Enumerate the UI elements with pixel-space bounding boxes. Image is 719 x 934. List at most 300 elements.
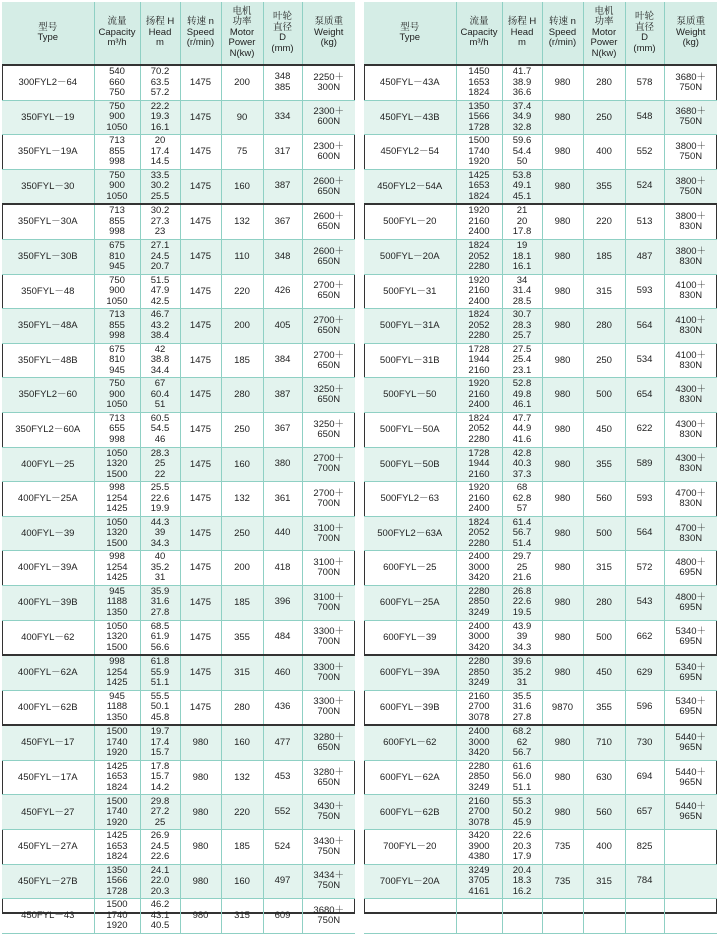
cell-model: 700FYL－20A xyxy=(364,864,456,899)
cell-line: 830N xyxy=(679,221,703,233)
header-line: Motor xyxy=(229,26,255,38)
cell-capacity xyxy=(456,899,502,934)
cell-weight xyxy=(302,482,355,517)
cell-line: 1728 xyxy=(468,121,490,133)
header-speed xyxy=(542,2,583,65)
cell-line: 453 xyxy=(274,771,291,783)
cell-line: 945 xyxy=(109,261,125,273)
cell-head xyxy=(140,830,180,865)
cell-line: 37.3 xyxy=(512,468,532,480)
cell-line: 32.8 xyxy=(512,121,532,133)
cell-line: 3280＋ xyxy=(313,732,345,744)
cell-line: 2160 xyxy=(468,285,490,297)
cell-line: 750N xyxy=(317,915,341,927)
cell-line: 3249 xyxy=(468,781,490,793)
cell-line: 2600＋ xyxy=(313,245,345,257)
cell-head xyxy=(502,795,542,830)
cell-line: 405 xyxy=(274,319,291,331)
cell-diameter xyxy=(625,100,664,135)
cell-line: 3100＋ xyxy=(313,522,345,534)
cell-line: 3300＋ xyxy=(313,661,345,673)
cell-capacity xyxy=(456,447,502,482)
cell-line: 1320 xyxy=(106,527,128,539)
header-line: 型号 xyxy=(400,21,420,33)
cell-line: 830N xyxy=(679,324,703,336)
cell-model: 450FYL－27 xyxy=(2,795,94,830)
cell-line: 3300＋ xyxy=(313,626,345,638)
cell-line: 35.2 xyxy=(512,666,532,678)
cell-diameter xyxy=(625,169,664,204)
cell-speed: 980 xyxy=(542,239,583,274)
cell-line: 1653 xyxy=(468,76,490,88)
cell-line: 2052 xyxy=(468,423,490,435)
left-table-body xyxy=(2,65,355,933)
cell-line: 1500 xyxy=(106,795,128,807)
table-row xyxy=(2,239,355,274)
cell-model: 500FYL－50A xyxy=(364,412,456,447)
table-row xyxy=(364,482,717,517)
header-line: (mm) xyxy=(633,42,656,54)
cell-line: 1920 xyxy=(468,378,490,390)
cell-head xyxy=(140,169,180,204)
cell-line: 700N xyxy=(317,497,341,509)
cell-capacity xyxy=(456,204,502,239)
cell-line: 39.6 xyxy=(512,656,532,668)
cell-line: 1824 xyxy=(468,516,490,528)
cell-line: 22.6 xyxy=(150,492,170,504)
cell-head xyxy=(140,690,180,725)
cell-line: 25 xyxy=(516,561,528,573)
cell-line: 25.7 xyxy=(512,330,532,342)
cell-head xyxy=(140,655,180,690)
cell-model: 700FYL－20 xyxy=(364,830,456,865)
cell-line: 654 xyxy=(636,388,653,400)
cell-line: 2700＋ xyxy=(313,280,345,292)
cell-power: 250 xyxy=(221,412,263,447)
cell-line: 2052 xyxy=(468,527,490,539)
cell-power: 400 xyxy=(583,135,625,170)
cell-power: 160 xyxy=(221,169,263,204)
cell-speed: 1475 xyxy=(180,65,221,100)
cell-line: 830N xyxy=(679,532,703,544)
cell-diameter xyxy=(263,899,302,934)
cell-weight xyxy=(302,378,355,413)
cell-line: 334 xyxy=(274,111,291,123)
cell-weight xyxy=(302,585,355,620)
cell-line: 1920 xyxy=(468,156,490,168)
cell-line: 596 xyxy=(636,701,653,713)
cell-line: 49.1 xyxy=(512,180,532,192)
header-capacity xyxy=(456,2,502,65)
cell-line: 57.2 xyxy=(150,87,170,99)
table-row xyxy=(364,343,717,378)
cell-line: 45.9 xyxy=(512,816,532,828)
cell-head xyxy=(502,343,542,378)
cell-line: 384 xyxy=(274,354,291,366)
cell-line: 34.3 xyxy=(150,537,170,549)
cell-weight xyxy=(664,204,717,239)
table-row xyxy=(2,274,355,309)
cell-capacity xyxy=(94,274,140,309)
cell-power: 355 xyxy=(583,447,625,482)
cell-line: 1653 xyxy=(106,840,128,852)
cell-line: 3078 xyxy=(468,816,490,828)
cell-line: 27.8 xyxy=(512,711,532,723)
cell-line: 3900 xyxy=(468,840,490,852)
cell-line: 593 xyxy=(636,492,653,504)
table-row xyxy=(364,795,717,830)
cell-speed: 1475 xyxy=(180,655,221,690)
cell-model: 450FYL－27A xyxy=(2,830,94,865)
cell-line: 750 xyxy=(109,378,125,390)
cell-line: 965N xyxy=(679,776,703,788)
cell-diameter xyxy=(625,378,664,413)
cell-line: 22 xyxy=(154,468,166,480)
cell-capacity xyxy=(456,100,502,135)
cell-weight xyxy=(302,274,355,309)
cell-model: 600FYL－25A xyxy=(364,585,456,620)
cell-capacity xyxy=(94,482,140,517)
cell-line: 998 xyxy=(109,551,125,563)
cell-line: 830N xyxy=(679,463,703,475)
cell-line: 1500 xyxy=(468,135,490,147)
cell-line: 56.7 xyxy=(512,527,532,539)
cell-capacity xyxy=(456,655,502,690)
cell-line: 1944 xyxy=(468,354,490,366)
header-line: (r/min) xyxy=(186,37,215,49)
cell-diameter xyxy=(263,795,302,830)
cell-diameter xyxy=(263,516,302,551)
cell-line: 3250＋ xyxy=(313,384,345,396)
cell-model: 350FYL－48B xyxy=(2,343,94,378)
cell-speed: 1475 xyxy=(180,274,221,309)
header-line: Power xyxy=(590,37,618,49)
cell-weight xyxy=(664,585,717,620)
cell-power: 355 xyxy=(583,690,625,725)
table-row xyxy=(2,378,355,413)
cell-line: 5340＋ xyxy=(675,626,707,638)
cell-line: 17.4 xyxy=(150,736,170,748)
cell-weight xyxy=(302,204,355,239)
cell-power: 450 xyxy=(583,412,625,447)
cell-diameter xyxy=(263,412,302,447)
cell-line: 1425 xyxy=(106,830,128,842)
table-row xyxy=(364,620,717,655)
cell-line: 1254 xyxy=(106,492,128,504)
cell-capacity xyxy=(94,620,140,655)
table-row xyxy=(364,274,717,309)
header-line: 叶轮 xyxy=(272,11,292,22)
cell-speed: 980 xyxy=(180,830,221,865)
cell-line: 750N xyxy=(679,185,703,197)
table-row xyxy=(364,516,717,551)
cell-line: 810 xyxy=(109,250,125,262)
table-row xyxy=(364,725,717,760)
header-diameter xyxy=(263,2,302,65)
cell-line: 3420 xyxy=(468,572,490,584)
cell-line: 3680＋ xyxy=(313,905,345,917)
cell-line: 1050 xyxy=(106,516,128,528)
cell-head xyxy=(140,795,180,830)
cell-power: 500 xyxy=(583,516,625,551)
cell-line: 700N xyxy=(317,671,341,683)
cell-line: 16.1 xyxy=(150,121,170,133)
table-row xyxy=(364,551,717,586)
cell-line: 1425 xyxy=(106,760,128,772)
header-line: Capacity xyxy=(98,26,136,38)
cell-line: 1824 xyxy=(468,87,490,99)
cell-capacity xyxy=(94,309,140,344)
cell-diameter xyxy=(263,169,302,204)
header-diameter xyxy=(625,2,664,65)
cell-speed: 980 xyxy=(542,482,583,517)
cell-line: 2280 xyxy=(468,261,490,273)
cell-line: 900 xyxy=(109,111,125,123)
cell-line: 4161 xyxy=(468,885,490,897)
cell-head xyxy=(502,725,542,760)
cell-line: 30.2 xyxy=(150,180,170,192)
cell-power: 500 xyxy=(583,620,625,655)
cell-line: 700N xyxy=(317,636,341,648)
header-row xyxy=(364,2,717,65)
cell-model: 400FYL－39 xyxy=(2,516,94,551)
header-power xyxy=(221,2,263,65)
header-line: (kg) xyxy=(682,37,699,49)
cell-line: 1188 xyxy=(106,701,128,713)
cell-line: 564 xyxy=(636,527,653,539)
cell-line: 440 xyxy=(274,527,291,539)
cell-speed: 980 xyxy=(180,725,221,760)
cell-diameter xyxy=(263,585,302,620)
cell-line: 830N xyxy=(679,359,703,371)
cell-line: 54.5 xyxy=(150,423,170,435)
cell-line: 2600＋ xyxy=(313,175,345,187)
cell-line: 564 xyxy=(636,319,653,331)
cell-head xyxy=(502,169,542,204)
cell-line: 600N xyxy=(317,150,341,162)
cell-head xyxy=(502,412,542,447)
cell-power: 185 xyxy=(221,343,263,378)
cell-line: 30.2 xyxy=(150,205,170,217)
cell-speed: 735 xyxy=(542,830,583,865)
cell-capacity xyxy=(456,343,502,378)
cell-capacity xyxy=(94,343,140,378)
cell-speed: 1475 xyxy=(180,343,221,378)
cell-line: 43.1 xyxy=(150,909,170,921)
cell-head xyxy=(140,239,180,274)
header-line: 电机 xyxy=(232,5,252,17)
cell-power: 90 xyxy=(221,100,263,135)
cell-line: 1740 xyxy=(468,145,490,157)
cell-power: 110 xyxy=(221,239,263,274)
cell-model: 350FYL－48A xyxy=(2,309,94,344)
table-row xyxy=(2,65,355,100)
header-line: 扬程 H xyxy=(145,16,175,28)
cell-power: 220 xyxy=(221,795,263,830)
cell-head xyxy=(140,135,180,170)
table-row xyxy=(2,620,355,655)
cell-head xyxy=(502,516,542,551)
cell-line: 49.8 xyxy=(512,388,532,400)
cell-line: 965N xyxy=(679,811,703,823)
cell-diameter xyxy=(625,899,664,934)
cell-power: 250 xyxy=(583,100,625,135)
cell-diameter xyxy=(263,760,302,795)
cell-speed: 1475 xyxy=(180,412,221,447)
cell-line: 15.7 xyxy=(150,771,170,783)
cell-model: 400FYL－25A xyxy=(2,482,94,517)
cell-power: 710 xyxy=(583,725,625,760)
cell-line: 35.9 xyxy=(150,585,170,597)
cell-speed: 1475 xyxy=(180,135,221,170)
cell-model: 500FYL2－63A xyxy=(364,516,456,551)
cell-head xyxy=(502,65,542,100)
cell-capacity xyxy=(456,169,502,204)
cell-diameter xyxy=(625,274,664,309)
cell-line: 29.7 xyxy=(512,551,532,563)
cell-line: 1824 xyxy=(106,781,128,793)
cell-line: 20 xyxy=(154,135,166,147)
cell-line: 1920 xyxy=(106,816,128,828)
cell-line: 477 xyxy=(274,736,291,748)
cell-line: 675 xyxy=(109,343,125,355)
cell-speed: 1475 xyxy=(180,309,221,344)
cell-line: 42.8 xyxy=(512,447,532,459)
cell-weight xyxy=(302,516,355,551)
cell-model: 400FYL－62B xyxy=(2,690,94,725)
header-line: m³/h xyxy=(469,37,489,49)
header-line: m xyxy=(156,37,164,49)
cell-line: 2160 xyxy=(468,215,490,227)
cell-line: 21 xyxy=(516,205,528,217)
cell-line: 2280 xyxy=(468,656,490,668)
cell-capacity xyxy=(94,864,140,899)
cell-line: 16.1 xyxy=(512,261,532,273)
cell-line: 426 xyxy=(274,285,291,297)
cell-capacity xyxy=(94,899,140,934)
cell-speed: 980 xyxy=(542,516,583,551)
cell-line: 1188 xyxy=(106,596,128,608)
cell-line: 830N xyxy=(679,255,703,267)
header-head xyxy=(140,2,180,65)
cell-weight xyxy=(302,309,355,344)
cell-weight xyxy=(302,864,355,899)
cell-line: 650N xyxy=(317,394,341,406)
cell-head xyxy=(140,100,180,135)
cell-weight xyxy=(664,516,717,551)
cell-line: 1920 xyxy=(106,920,128,932)
table-row xyxy=(2,690,355,725)
cell-model: 450FYL－43 xyxy=(2,899,94,934)
cell-capacity xyxy=(456,830,502,865)
cell-line: 51.5 xyxy=(150,274,170,286)
cell-line: 39 xyxy=(516,631,528,643)
header-line: Head xyxy=(510,26,534,38)
cell-line: 26.8 xyxy=(512,585,532,597)
cell-weight xyxy=(664,725,717,760)
cell-diameter xyxy=(625,620,664,655)
cell-power: 315 xyxy=(221,655,263,690)
cell-capacity xyxy=(94,204,140,239)
cell-head xyxy=(140,204,180,239)
cell-line: 650N xyxy=(317,742,341,754)
cell-line: 1740 xyxy=(106,806,128,818)
cell-capacity xyxy=(94,239,140,274)
cell-line: 998 xyxy=(109,156,125,168)
cell-line: 22.2 xyxy=(150,100,170,112)
cell-weight xyxy=(664,309,717,344)
cell-capacity xyxy=(94,830,140,865)
cell-diameter xyxy=(625,760,664,795)
cell-diameter xyxy=(625,655,664,690)
table-row xyxy=(364,690,717,725)
cell-line: 40 xyxy=(154,551,166,563)
cell-speed: 1475 xyxy=(180,204,221,239)
cell-weight xyxy=(302,100,355,135)
cell-line: 700N xyxy=(317,706,341,718)
cell-line: 24.5 xyxy=(150,250,170,262)
cell-model: 400FYL－39B xyxy=(2,585,94,620)
cell-speed: 1475 xyxy=(180,516,221,551)
cell-line: 2280 xyxy=(468,585,490,597)
cell-line: 50.1 xyxy=(150,701,170,713)
cell-line: 660 xyxy=(109,76,125,88)
cell-line: 29.8 xyxy=(150,795,170,807)
cell-line: 3420 xyxy=(468,747,490,759)
cell-line: 2700＋ xyxy=(313,453,345,465)
header-weight xyxy=(664,2,717,65)
cell-weight xyxy=(664,412,717,447)
cell-line: 3249 xyxy=(468,606,490,618)
cell-model: 450FYL－17 xyxy=(2,725,94,760)
cell-capacity xyxy=(94,760,140,795)
cell-line: 18.3 xyxy=(512,875,532,887)
cell-diameter xyxy=(263,378,302,413)
cell-line: 855 xyxy=(109,319,125,331)
cell-power: 200 xyxy=(221,309,263,344)
cell-line: 487 xyxy=(636,250,653,262)
cell-line: 37.4 xyxy=(512,100,532,112)
cell-line: 385 xyxy=(274,81,291,93)
cell-line: 51.1 xyxy=(150,677,170,689)
cell-capacity xyxy=(94,169,140,204)
cell-line: 578 xyxy=(636,76,653,88)
cell-line: 3430＋ xyxy=(313,801,345,813)
cell-head xyxy=(502,135,542,170)
cell-line: 1920 xyxy=(468,274,490,286)
cell-weight xyxy=(664,447,717,482)
cell-head xyxy=(140,274,180,309)
table-row xyxy=(2,482,355,517)
cell-line: 25.4 xyxy=(512,354,532,366)
table-row xyxy=(364,412,717,447)
cell-line: 2300＋ xyxy=(313,140,345,152)
cell-line: 2160 xyxy=(468,690,490,702)
cell-line: 2850 xyxy=(468,771,490,783)
table-row xyxy=(364,830,717,865)
cell-line: 629 xyxy=(636,666,653,678)
cell-line: 1653 xyxy=(106,771,128,783)
cell-weight xyxy=(664,830,717,865)
cell-line: 348 xyxy=(274,250,291,262)
cell-line: 2400 xyxy=(468,726,490,738)
cell-line: 23 xyxy=(154,226,166,238)
cell-line: 53.8 xyxy=(512,169,532,181)
cell-line: 38.8 xyxy=(150,354,170,366)
cell-line: 43.9 xyxy=(512,620,532,632)
table-row xyxy=(364,239,717,274)
table-row xyxy=(364,585,717,620)
